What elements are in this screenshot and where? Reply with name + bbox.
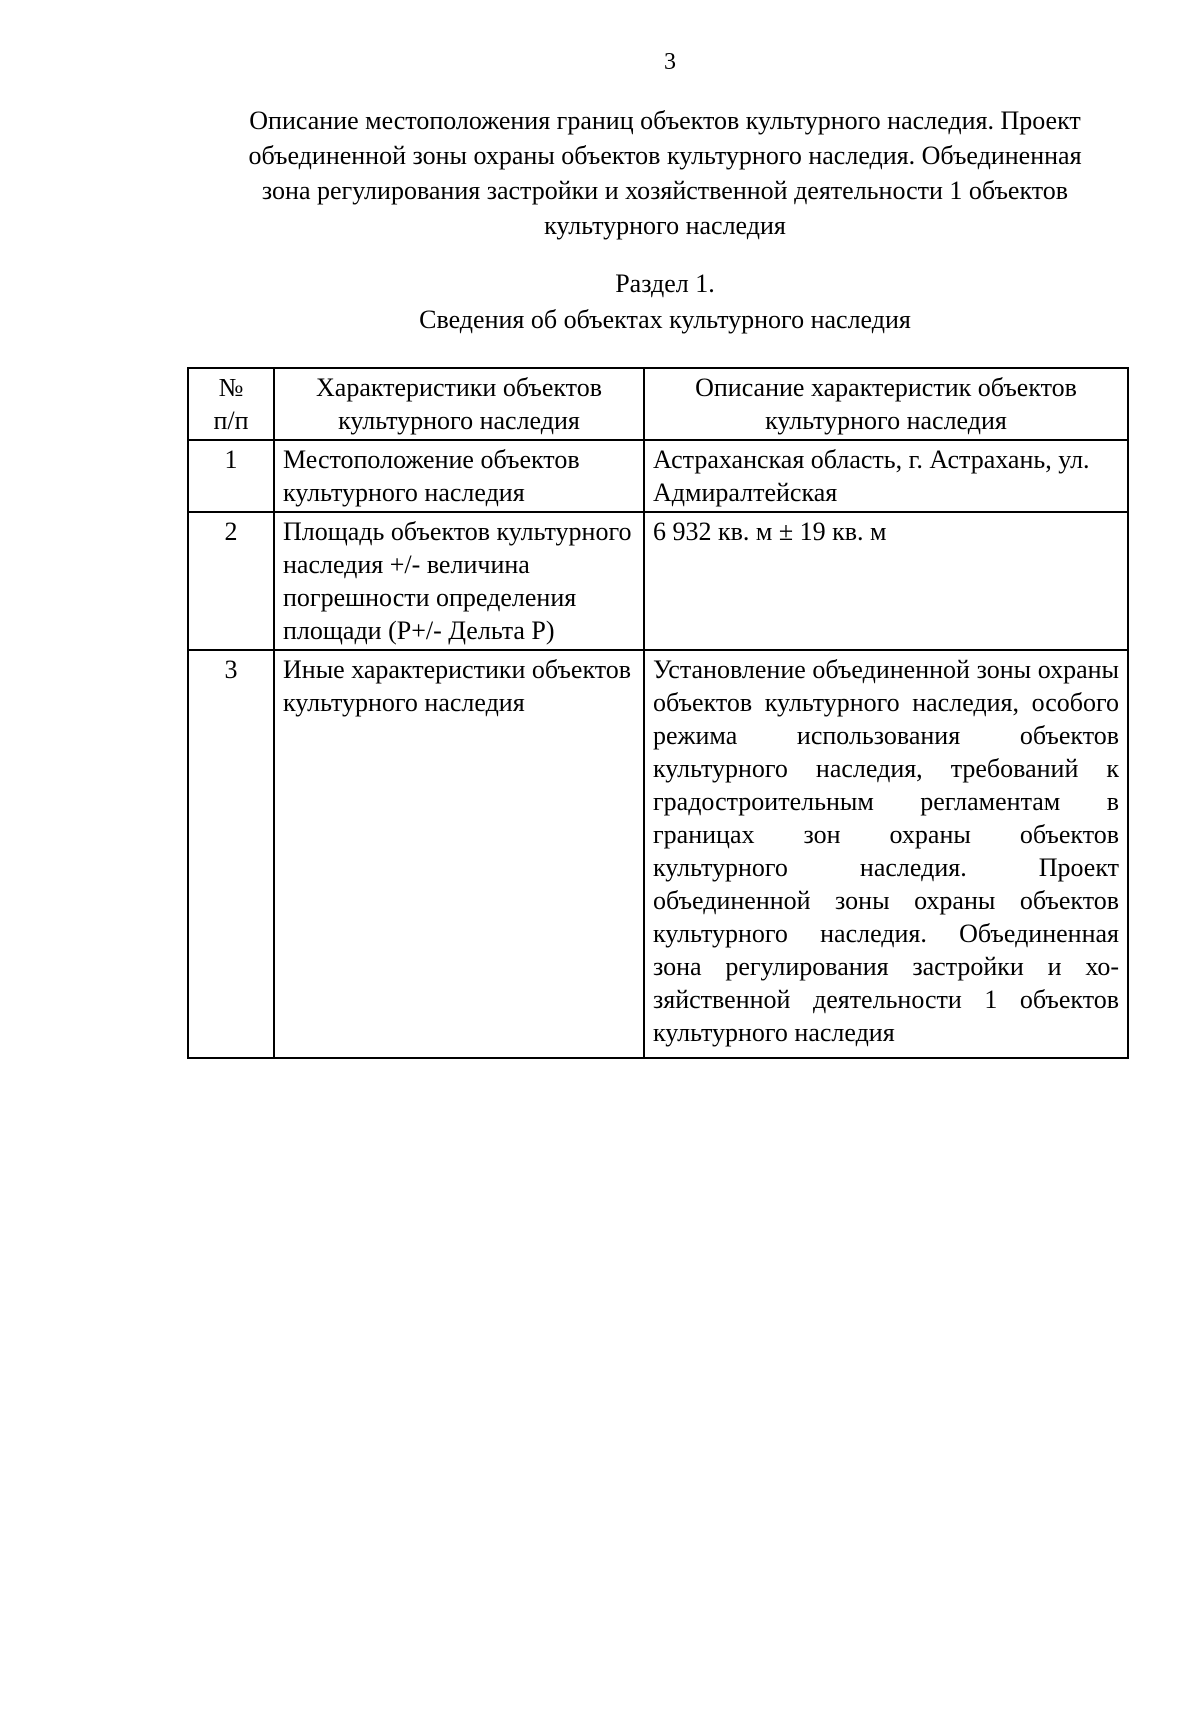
row-number: 3 bbox=[188, 650, 274, 1058]
section-title: Сведения об объектах культурного наследия bbox=[419, 305, 911, 334]
header-number bbox=[188, 368, 274, 440]
row-characteristic: Иные характеристики объектов культурного наследия bbox=[274, 650, 644, 1058]
document-title bbox=[190, 103, 1140, 243]
row-characteristic: Площадь объектов культурного наследия +/- величина погрешности определения площади (Р+/- Дельта Р) bbox=[274, 512, 644, 650]
table-row bbox=[188, 512, 1128, 650]
row-description: 6 932 кв. м ± 19 кв. м bbox=[644, 512, 1128, 650]
row-number: 1 bbox=[188, 440, 274, 512]
table-header-row bbox=[188, 368, 1128, 440]
header-description: Описание характеристик объектов культурного наследия bbox=[644, 368, 1128, 440]
section-heading bbox=[190, 266, 1140, 338]
table-row bbox=[188, 440, 1128, 512]
page-number: 3 bbox=[664, 49, 676, 75]
document-title-line: объединенной зоны охраны объектов культурного наследия. Объединенная bbox=[248, 141, 1082, 170]
header-characteristics: Характеристики объектов культурного наследия bbox=[274, 368, 644, 440]
document-title-line: культурного наследия bbox=[544, 211, 786, 240]
row-description: Астраханская область, г. Астрахань, ул. Адмиралтейская bbox=[644, 440, 1128, 512]
document-title-line: зона регулирования застройки и хозяйственной деятельности 1 объектов bbox=[261, 176, 1069, 205]
heritage-info-table bbox=[187, 367, 1129, 1059]
header-number-symbol: № bbox=[218, 373, 244, 402]
row-description: Установление объединенной зоны охраны объектов культурного наследия, особого режима использования объектов культурного наследия, требований к градостроительным регламентам в границах зон охраны объектов культурного наследия. Проект объединенной зоны охраны объектов культурного наследия. Объединенная зона регулирования застройки и хозяйственной деятельности 1 объектов культурного наследия bbox=[644, 650, 1128, 1058]
document-title-line: Описание местоположения границ объектов культурного наследия. Проект bbox=[249, 106, 1081, 135]
header-number-label: п/п bbox=[213, 406, 249, 435]
row-characteristic: Местоположение объектов культурного наследия bbox=[274, 440, 644, 512]
section-label: Раздел 1. bbox=[615, 269, 715, 298]
row-number: 2 bbox=[188, 512, 274, 650]
table-row bbox=[188, 650, 1128, 1058]
